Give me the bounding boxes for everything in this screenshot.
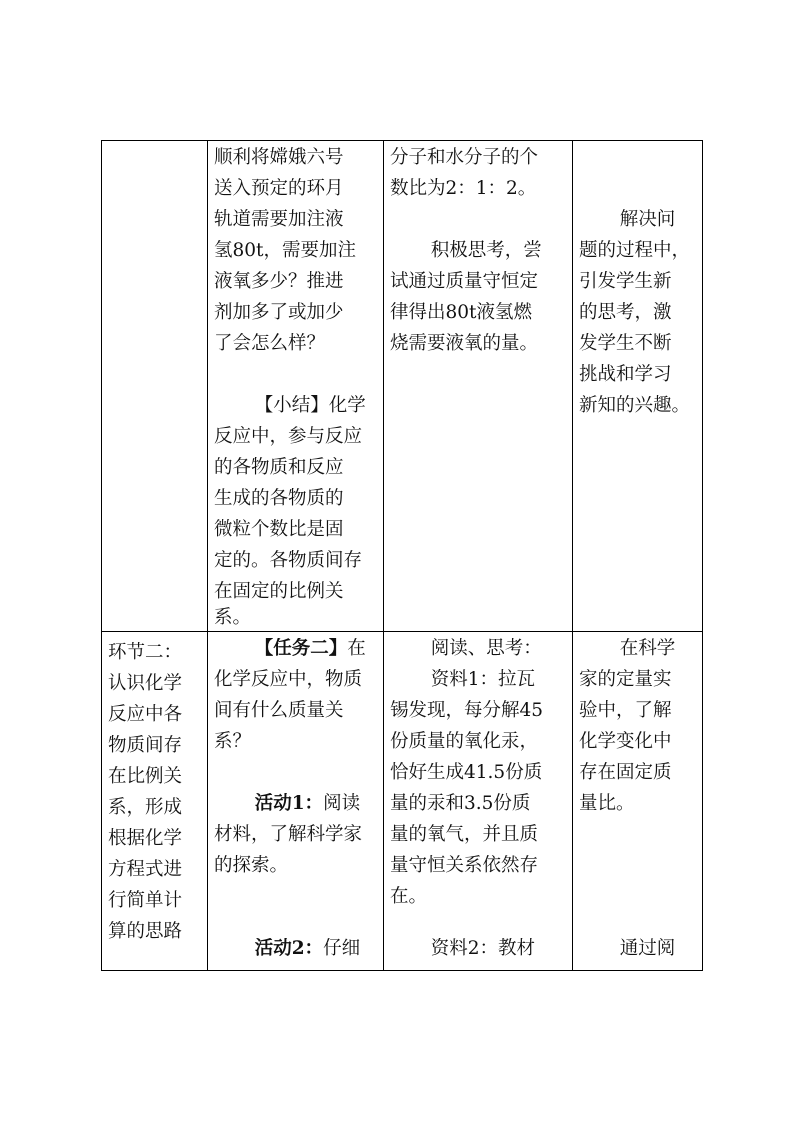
text-line: 液氧多少？推进 bbox=[214, 271, 344, 292]
text-line: 氢80t，需要加注 bbox=[214, 240, 356, 261]
text-line: 生成的各物质的 bbox=[214, 488, 344, 509]
text-line: 题的过程中， bbox=[579, 240, 691, 261]
task-tag: 【任务二】 bbox=[254, 638, 348, 659]
text-line: 物质间存 bbox=[108, 735, 183, 756]
text-line: 在。 bbox=[390, 886, 428, 907]
text-line: 新知的兴趣。 bbox=[579, 395, 691, 416]
text-line: 数比为2：1：2。 bbox=[390, 178, 537, 199]
text-line: 的思考，激 bbox=[579, 302, 672, 323]
student-activity-cell bbox=[384, 141, 573, 632]
text-line: 验中，了解 bbox=[579, 700, 672, 721]
design-intent-cell bbox=[573, 141, 703, 632]
text-line: 方程式进 bbox=[108, 859, 183, 880]
text-line: 剂加多了或加少 bbox=[214, 302, 344, 323]
table-row bbox=[102, 632, 703, 971]
text-line: 锡发现，每分解45 bbox=[390, 700, 544, 721]
text-line: 挑战和学习 bbox=[579, 364, 672, 385]
text-line: 送入预定的环月 bbox=[214, 178, 344, 199]
text-line: 分子和水分子的个 bbox=[390, 147, 539, 168]
text-line: 化学反应中，物质 bbox=[214, 669, 363, 690]
text-line: 存在固定质 bbox=[579, 762, 672, 783]
text-line: 间有什么质量关 bbox=[214, 700, 344, 721]
text-line: 反应中，参与反应 bbox=[214, 426, 363, 447]
text-line: 微粒个数比是固 bbox=[214, 519, 344, 540]
text-line: 资料1：拉瓦 bbox=[430, 669, 535, 690]
text-line: 份质量的氧化汞， bbox=[390, 731, 539, 752]
activity1-label: 活动1： bbox=[254, 793, 324, 814]
text-line: 行简单计 bbox=[108, 890, 183, 911]
text-line: 量比。 bbox=[579, 793, 635, 814]
text-line: 定的。各物质间存 bbox=[214, 550, 363, 571]
text-line: 化学变化中 bbox=[579, 731, 672, 752]
stage-cell-empty bbox=[102, 141, 208, 632]
text-line: 算的思路 bbox=[108, 921, 183, 942]
table-row bbox=[102, 141, 703, 632]
text-line: 的各物质和反应 bbox=[214, 457, 344, 478]
text-line: 家的定量实 bbox=[579, 669, 672, 690]
text-line: 试通过质量守恒定 bbox=[390, 271, 539, 292]
activity2-first-line: 活动2：仔细 bbox=[254, 938, 361, 959]
text-line: 解决问 bbox=[619, 209, 676, 230]
text-line: 系。 bbox=[214, 607, 252, 628]
text-line: 在科学 bbox=[619, 638, 676, 659]
text-line: 在固定的比例关 bbox=[214, 581, 344, 602]
text-line: 积极思考，尝 bbox=[430, 240, 542, 261]
text-line: 量的汞和3.5份质 bbox=[390, 793, 531, 814]
text-line: 恰好生成41.5份质 bbox=[390, 762, 543, 783]
activity1-first-line: 活动1：阅读 bbox=[254, 793, 361, 814]
text-line: 量的氧气，并且质 bbox=[390, 824, 539, 845]
text-line: 通过阅 bbox=[619, 938, 676, 959]
stage-title: 环节二： bbox=[108, 642, 183, 663]
text-line: 系？ bbox=[214, 731, 252, 752]
text-line: 资料2：教材 bbox=[430, 938, 535, 959]
text-line: 在比例关 bbox=[108, 766, 183, 787]
text-line: 根据化学 bbox=[108, 828, 183, 849]
text-line: 的探索。 bbox=[214, 855, 289, 876]
text-line: 律得出80t液氢燃 bbox=[390, 302, 532, 323]
task-first-line: 【任务二】在 bbox=[254, 638, 366, 659]
section-heading: 阅读、思考： bbox=[430, 638, 542, 659]
lesson-plan-table bbox=[101, 140, 703, 971]
text-line: 认识化学 bbox=[108, 673, 183, 694]
text-line: 系，形成 bbox=[108, 797, 183, 818]
stage-cell bbox=[102, 632, 208, 971]
text-line: 发学生不断 bbox=[579, 333, 672, 354]
text-line: 量守恒关系依然存 bbox=[390, 855, 539, 876]
text-line: 材料，了解科学家 bbox=[214, 824, 363, 845]
activity2-label: 活动2： bbox=[254, 938, 324, 959]
teacher-activity-cell bbox=[208, 632, 384, 971]
text-line: 了会怎么样？ bbox=[214, 333, 326, 354]
text-line: 引发学生新 bbox=[579, 271, 672, 292]
text-line: 反应中各 bbox=[108, 704, 183, 725]
summary-first-line: 【小结】化学 bbox=[254, 395, 366, 416]
text-line: 烧需要液氧的量。 bbox=[390, 333, 539, 354]
text-line: 轨道需要加注液 bbox=[214, 209, 344, 230]
text-line: 顺利将嫦娥六号 bbox=[214, 147, 344, 168]
design-intent-cell bbox=[573, 632, 703, 971]
summary-tag: 【小结】 bbox=[254, 395, 329, 416]
student-activity-cell bbox=[384, 632, 573, 971]
teacher-activity-cell bbox=[208, 141, 384, 632]
